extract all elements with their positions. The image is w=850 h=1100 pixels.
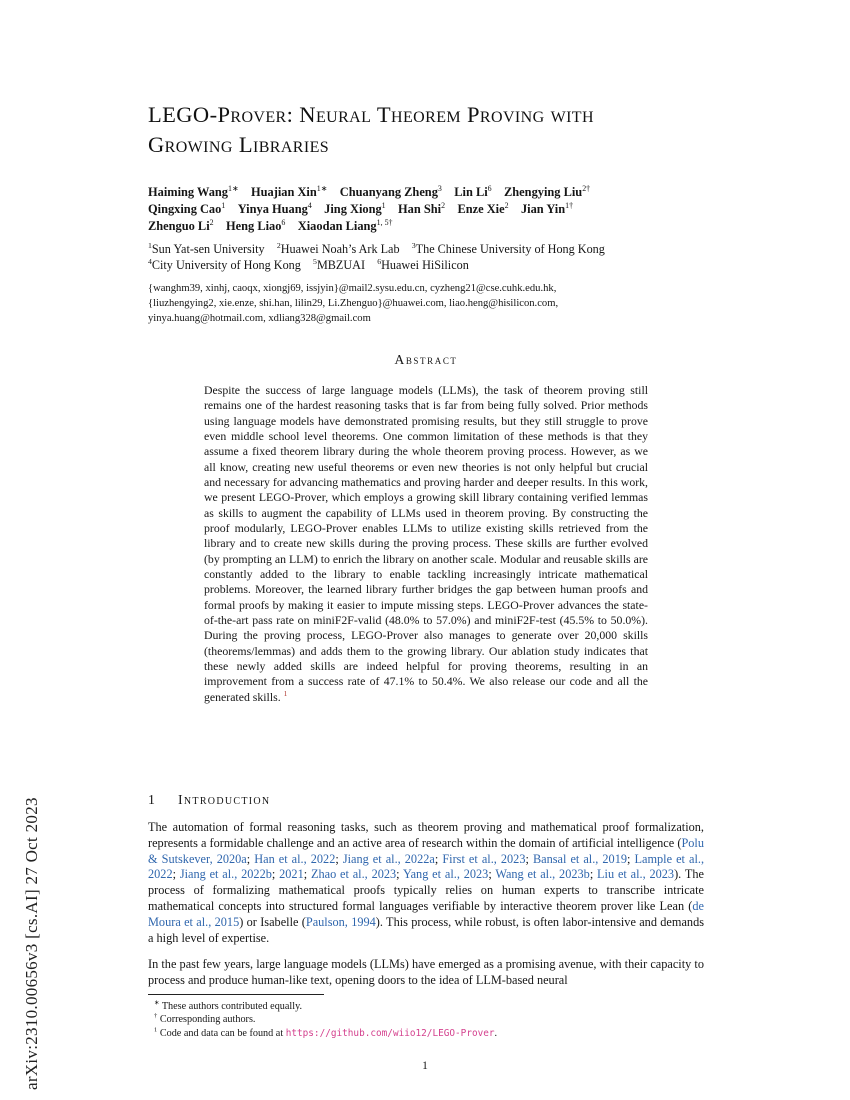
citation-link[interactable]: Yang et al., 2023 bbox=[402, 867, 489, 882]
abstract-section bbox=[148, 352, 704, 705]
section-number: 1 bbox=[148, 792, 155, 807]
citation-link[interactable]: Bansal et al., 2019 bbox=[532, 851, 628, 866]
author-line-2: Qingxing Cao$^1$ Yinya Huang$^4$ Jing Xiong$^1$ Han Shi$^2$ Enze Xie$^2$ Jian Yin$^{1\dagger}$ bbox=[148, 200, 574, 216]
url-link[interactable]: https://github.com/wiio12/LEGO-Prover bbox=[285, 1027, 495, 1039]
email-line-2: {liuzhengying2, xie.enze, shi.han, lilin29, Li.Zhenguo}@huawei.com, liao.heng@hisilicon.com, bbox=[148, 297, 559, 309]
footnote-code-link: $^1$ Code and data can be found at https://github.com/wiio12/LEGO-Prover. bbox=[154, 1026, 498, 1039]
email-line-1: {wanghm39, xinhj, caoqx, xiongj69, issjyin}@mail2.sysu.edu.cn, cyzheng21@cse.cuhk.edu.hk, bbox=[148, 282, 557, 294]
author-lines bbox=[148, 184, 718, 235]
footnotes bbox=[148, 1000, 704, 1040]
citation-link[interactable]: Wang et al., 2023b bbox=[495, 867, 590, 882]
footnote-ref[interactable]: 1 bbox=[283, 688, 288, 698]
introduction-body bbox=[148, 820, 704, 1000]
email-line-3: yinya.huang@hotmail.com, xdliang328@gmail.com bbox=[148, 312, 371, 324]
affiliation-line-2: $^4$City University of Hong Kong $^5$MBZUAI $^6$Huawei HiSilicon bbox=[148, 257, 469, 273]
citation-link[interactable]: First et al., 2023 bbox=[442, 851, 526, 866]
section-heading-introduction bbox=[148, 792, 270, 808]
footnote-equal-contribution: ∗ These authors contributed equally. bbox=[154, 999, 303, 1012]
paper-title-line2: Growing Libraries bbox=[148, 131, 330, 157]
author-line-1: Haiming Wang$^{1∗}$ Huajian Xin$^{1∗}$ Chuanyang Zheng$^3$ Lin Li$^6$ Zhengying Liu$^{2\dagger}$ bbox=[148, 183, 591, 199]
footnote-rule bbox=[148, 994, 324, 995]
author-block bbox=[148, 184, 718, 326]
affiliation-line-1: $^1$Sun Yat-sen University $^2$Huawei Noah’s Ark Lab $^3$The Chinese University of Hong Kong bbox=[148, 240, 605, 256]
affiliations bbox=[148, 241, 718, 274]
citation-link[interactable]: Han et al., 2022 bbox=[254, 851, 336, 866]
citation-link[interactable]: Jiang et al., 2022b bbox=[179, 867, 272, 882]
citation-link[interactable]: Lample et al., 2022 bbox=[148, 851, 705, 882]
citation-link[interactable]: Polu & Sutskever, 2020a bbox=[148, 835, 704, 866]
citation-link[interactable]: de Moura et al., 2015 bbox=[148, 898, 704, 929]
author-line-3: Zhenguo Li$^2$ Heng Liao$^6$ Xiaodan Liang$^{1, 5\dagger}$ bbox=[148, 217, 393, 233]
intro-paragraph-2: In the past few years, large language models (LLMs) have emerged as a promising avenue, with their capacity to process and produce human-like text, opening doors to the idea of LLM-based neural bbox=[148, 957, 704, 988]
abstract-heading: Abstract bbox=[394, 352, 458, 367]
citation-link[interactable]: Paulson, 1994 bbox=[305, 914, 376, 929]
author-emails bbox=[148, 281, 718, 326]
citation-link[interactable]: Zhao et al., 2023 bbox=[310, 867, 397, 882]
citation-link[interactable]: Liu et al., 2023 bbox=[597, 867, 675, 882]
citation-link[interactable]: Jiang et al., 2022a bbox=[342, 851, 435, 866]
paper-title-line1: LEGO-Prover: Neural Theorem Proving with bbox=[148, 102, 594, 127]
section-title: Introduction bbox=[178, 792, 271, 807]
footnote-corresponding-authors: † Corresponding authors. bbox=[154, 1013, 256, 1026]
citation-link[interactable]: 2021 bbox=[279, 867, 304, 882]
intro-paragraph-1: The automation of formal reasoning tasks, such as theorem proving and mathematical proof formalization, represents a formidable challenge and an active area of research within the domain of artificial intelligence (Polu & Sutskever, 2020a; Han et al., 2022; Jiang et al., 2022a; First et al., 2023; Bansal et al., 2019; Lample et al., 2022; Jiang et al., 2022b; 2021; Zhao et al., 2023; Yang et al., 2023; Wang et al., 2023b; Liu et al., 2023). The process of formalizing mathematical proofs typically relies on human experts to transcribe intricate mathematical concepts into structured formal languages verifiable by interactive theorem prover like Lean (de Moura et al., 2015) or Isabelle (Paulson, 1994). This process, while robust, is often labor-intensive and demands a high level of expertise. bbox=[148, 820, 705, 945]
paper-title bbox=[148, 100, 718, 160]
abstract-body: Despite the success of large language models (LLMs), the task of theorem proving still remains one of the hardest reasoning tasks that is far from being fully solved. Prior methods using language models have demonstrated promising results, but they still struggle to prove even middle school level theorems. One common limitation of these methods is that they assume a fixed theorem library during the whole theorem proving process. However, as we all know, creating new useful theorems or even new theories is not only helpful but crucial and necessary for advancing mathematics and proving harder and deeper results. In this work, we present LEGO-Prover, which employs a growing skill library containing verified lemmas as skills to augment the capability of LLMs used in theorem proving. By constructing the proof modularly, LEGO-Prover enables LLMs to utilize existing skills retrieved from the library and to create new skills during the proving process. These skills are further evolved (by prompting an LLM) to enrich the library on another scale. Modular and reusable skills are constantly added to the library to enable tackling increasingly intricate mathematical problems. Moreover, the learned library further bridges the gap between human proofs and formal proofs by making it easier to impute missing steps. LEGO-Prover advances the state-of-the-art pass rate on miniF2F-valid (48.0% to 57.0%) and miniF2F-test (45.5% to 50.0%). During the proving process, LEGO-Prover also manages to generate over 20,000 skills (theorems/lemmas) and adds them to the growing library. Our ablation study indicates that these newly added skills are indeed helpful for proving theorems, resulting in an improvement from a success rate of 47.1% to 50.4%. We also release our code and all the generated skills. $^1$ bbox=[204, 383, 648, 704]
arxiv-watermark: arXiv:2310.00656v3 [cs.AI] 27 Oct 2023 bbox=[22, 797, 41, 1090]
page-number: 1 bbox=[422, 1060, 428, 1072]
